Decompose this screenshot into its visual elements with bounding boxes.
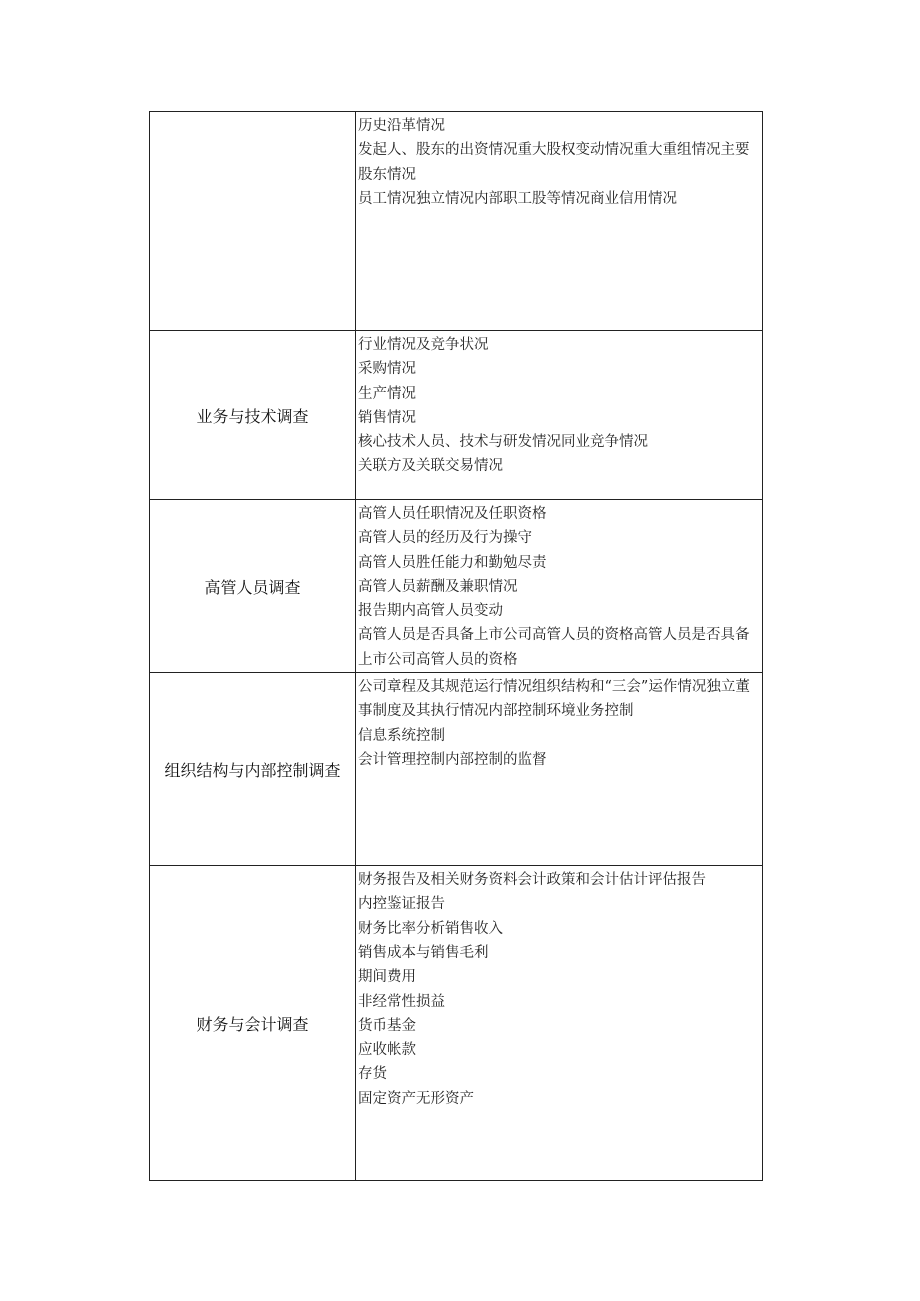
items-cell (356, 673, 763, 866)
list-item: 财务比率分析销售收入 (358, 920, 503, 937)
items-cell (356, 112, 763, 331)
list-item: 财务报告及相关财务资料会计政策和会计估计评估报告 (358, 872, 706, 889)
list-item: 核心技术人员、技术与研发情况同业竞争情况 (358, 434, 648, 451)
list-item: 发起人、股东的出资情况重大股权变动情况重大重组情况主要股东情况 (358, 142, 750, 183)
category-org-control: 组织结构与内部控制调查 (150, 673, 356, 866)
category-finance: 财务与会计调查 (150, 866, 356, 1181)
list-item: 高管人员胜任能力和勤勉尽责 (358, 554, 547, 571)
list-item: 生产情况 (358, 385, 416, 402)
list-item: 内控鉴证报告 (358, 896, 445, 913)
list-item: 期间费用 (358, 969, 416, 986)
items-cell (356, 331, 763, 500)
category-cell-empty (150, 112, 356, 331)
category-executives: 高管人员调查 (150, 500, 356, 673)
table-row-history (150, 112, 763, 331)
list-item: 固定资产无形资产 (358, 1090, 474, 1107)
list-item: 关联方及关联交易情况 (358, 458, 503, 475)
list-item: 信息系统控制 (358, 727, 445, 744)
list-item: 采购情况 (358, 361, 416, 378)
list-item: 销售情况 (358, 409, 416, 426)
list-item: 公司章程及其规范运行情况组织结构和“三会”运作情况独立董事制度及其执行情况内部控制环境业务控制 (358, 679, 750, 720)
list-item: 员工情况独立情况内部职工股等情况商业信用情况 (358, 190, 677, 207)
items-cell (356, 500, 763, 673)
category-business-tech: 业务与技术调查 (150, 331, 356, 500)
list-item: 非经常性损益 (358, 993, 445, 1010)
list-item: 销售成本与销售毛利 (358, 944, 489, 961)
list-item: 高管人员薪酬及兼职情况 (358, 578, 518, 595)
table-row-business-tech (150, 331, 763, 500)
due-diligence-table (149, 111, 763, 1181)
list-item: 应收帐款 (358, 1042, 416, 1059)
list-item: 报告期内高管人员变动 (358, 603, 503, 620)
list-item: 历史沿革情况 (358, 118, 445, 134)
table-row-org-control (150, 673, 763, 866)
table-row-executives (150, 500, 763, 673)
list-item: 高管人员是否具备上市公司高管人员的资格高管人员是否具备上市公司高管人员的资格 (358, 627, 750, 668)
list-item: 高管人员任职情况及任职资格 (358, 506, 547, 522)
list-item: 货币基金 (358, 1017, 416, 1034)
table-row-finance (150, 866, 763, 1181)
list-item: 高管人员的经历及行为操守 (358, 530, 532, 547)
list-item: 会计管理控制内部控制的监督 (358, 751, 547, 768)
items-cell (356, 866, 763, 1181)
list-item: 行业情况及竞争状况 (358, 337, 489, 353)
list-item: 存货 (358, 1066, 387, 1083)
